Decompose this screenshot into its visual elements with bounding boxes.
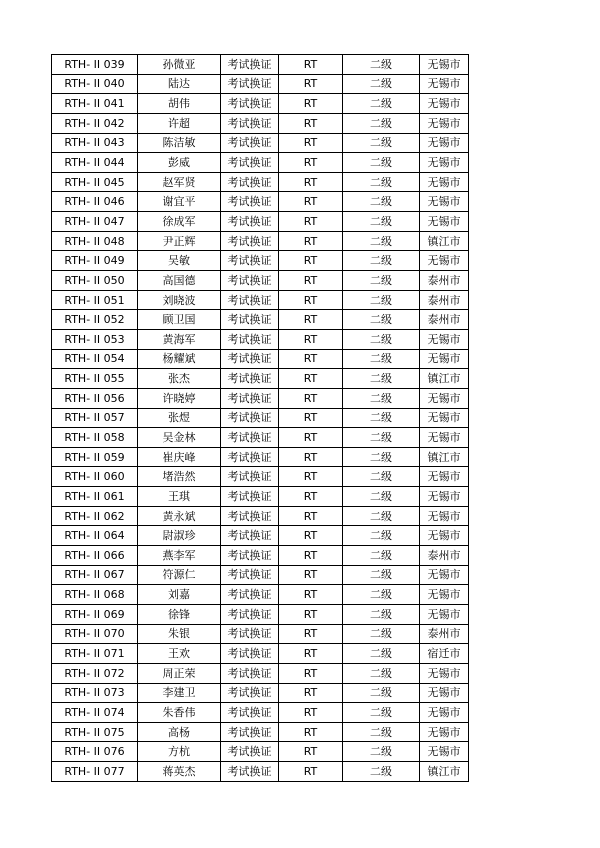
city-cell: 无锡市 xyxy=(420,94,469,114)
city-cell: 无锡市 xyxy=(420,683,469,703)
table-row xyxy=(52,604,469,624)
table-row xyxy=(52,271,469,291)
name-cell: 孙微亚 xyxy=(138,55,221,75)
cert-id-cell: RTH- II 076 xyxy=(52,742,138,762)
city-cell: 无锡市 xyxy=(420,153,469,173)
cert-id-cell: RTH- II 075 xyxy=(52,722,138,742)
level-cell: 二级 xyxy=(343,703,420,723)
city-cell: 无锡市 xyxy=(420,192,469,212)
city-cell: 无锡市 xyxy=(420,74,469,94)
method-cell: RT xyxy=(279,153,343,173)
name-cell: 朱银 xyxy=(138,624,221,644)
cert-id-cell: RTH- II 072 xyxy=(52,663,138,683)
method-cell: RT xyxy=(279,762,343,782)
table-row xyxy=(52,133,469,153)
level-cell: 二级 xyxy=(343,212,420,232)
table-row xyxy=(52,585,469,605)
cert-id-cell: RTH- II 061 xyxy=(52,487,138,507)
table-row xyxy=(52,113,469,133)
name-cell: 陆达 xyxy=(138,74,221,94)
method-cell: RT xyxy=(279,172,343,192)
exam-type-cell: 考试换证 xyxy=(221,546,279,566)
level-cell: 二级 xyxy=(343,251,420,271)
city-cell: 无锡市 xyxy=(420,172,469,192)
cert-id-cell: RTH- II 049 xyxy=(52,251,138,271)
method-cell: RT xyxy=(279,113,343,133)
cert-id-cell: RTH- II 045 xyxy=(52,172,138,192)
cert-id-cell: RTH- II 073 xyxy=(52,683,138,703)
level-cell: 二级 xyxy=(343,271,420,291)
method-cell: RT xyxy=(279,290,343,310)
method-cell: RT xyxy=(279,526,343,546)
city-cell: 无锡市 xyxy=(420,133,469,153)
city-cell: 无锡市 xyxy=(420,113,469,133)
level-cell: 二级 xyxy=(343,388,420,408)
table-row xyxy=(52,447,469,467)
level-cell: 二级 xyxy=(343,290,420,310)
name-cell: 许超 xyxy=(138,113,221,133)
exam-type-cell: 考试换证 xyxy=(221,310,279,330)
level-cell: 二级 xyxy=(343,526,420,546)
method-cell: RT xyxy=(279,231,343,251)
city-cell: 无锡市 xyxy=(420,251,469,271)
city-cell: 泰州市 xyxy=(420,624,469,644)
cert-id-cell: RTH- II 069 xyxy=(52,604,138,624)
exam-type-cell: 考试换证 xyxy=(221,153,279,173)
cert-id-cell: RTH- II 067 xyxy=(52,565,138,585)
name-cell: 周正荣 xyxy=(138,663,221,683)
city-cell: 宿迁市 xyxy=(420,644,469,664)
exam-type-cell: 考试换证 xyxy=(221,74,279,94)
exam-type-cell: 考试换证 xyxy=(221,604,279,624)
table-row xyxy=(52,329,469,349)
level-cell: 二级 xyxy=(343,624,420,644)
method-cell: RT xyxy=(279,663,343,683)
cert-id-cell: RTH- II 048 xyxy=(52,231,138,251)
level-cell: 二级 xyxy=(343,329,420,349)
name-cell: 高杨 xyxy=(138,722,221,742)
cert-id-cell: RTH- II 051 xyxy=(52,290,138,310)
cert-id-cell: RTH- II 066 xyxy=(52,546,138,566)
name-cell: 尉淑珍 xyxy=(138,526,221,546)
exam-type-cell: 考试换证 xyxy=(221,388,279,408)
exam-type-cell: 考试换证 xyxy=(221,94,279,114)
exam-type-cell: 考试换证 xyxy=(221,251,279,271)
table-row xyxy=(52,683,469,703)
name-cell: 许晓婷 xyxy=(138,388,221,408)
exam-type-cell: 考试换证 xyxy=(221,113,279,133)
cert-id-cell: RTH- II 068 xyxy=(52,585,138,605)
exam-type-cell: 考试换证 xyxy=(221,644,279,664)
method-cell: RT xyxy=(279,349,343,369)
name-cell: 方杭 xyxy=(138,742,221,762)
exam-type-cell: 考试换证 xyxy=(221,506,279,526)
table-row xyxy=(52,251,469,271)
table-row xyxy=(52,487,469,507)
city-cell: 无锡市 xyxy=(420,428,469,448)
city-cell: 无锡市 xyxy=(420,722,469,742)
exam-type-cell: 考试换证 xyxy=(221,428,279,448)
name-cell: 朱香伟 xyxy=(138,703,221,723)
exam-type-cell: 考试换证 xyxy=(221,172,279,192)
name-cell: 杨耀斌 xyxy=(138,349,221,369)
table-row xyxy=(52,212,469,232)
exam-type-cell: 考试换证 xyxy=(221,742,279,762)
city-cell: 无锡市 xyxy=(420,349,469,369)
exam-type-cell: 考试换证 xyxy=(221,290,279,310)
method-cell: RT xyxy=(279,192,343,212)
exam-type-cell: 考试换证 xyxy=(221,683,279,703)
cert-id-cell: RTH- II 064 xyxy=(52,526,138,546)
exam-type-cell: 考试换证 xyxy=(221,369,279,389)
city-cell: 镇江市 xyxy=(420,762,469,782)
name-cell: 徐锋 xyxy=(138,604,221,624)
level-cell: 二级 xyxy=(343,487,420,507)
method-cell: RT xyxy=(279,703,343,723)
table-row xyxy=(52,349,469,369)
method-cell: RT xyxy=(279,604,343,624)
name-cell: 张煜 xyxy=(138,408,221,428)
name-cell: 赵军贤 xyxy=(138,172,221,192)
table-row xyxy=(52,644,469,664)
name-cell: 吴金林 xyxy=(138,428,221,448)
level-cell: 二级 xyxy=(343,349,420,369)
name-cell: 蒋英杰 xyxy=(138,762,221,782)
level-cell: 二级 xyxy=(343,683,420,703)
level-cell: 二级 xyxy=(343,663,420,683)
exam-type-cell: 考试换证 xyxy=(221,585,279,605)
exam-type-cell: 考试换证 xyxy=(221,192,279,212)
name-cell: 符源仁 xyxy=(138,565,221,585)
method-cell: RT xyxy=(279,212,343,232)
level-cell: 二级 xyxy=(343,231,420,251)
city-cell: 泰州市 xyxy=(420,290,469,310)
exam-type-cell: 考试换证 xyxy=(221,133,279,153)
city-cell: 镇江市 xyxy=(420,231,469,251)
name-cell: 燕李军 xyxy=(138,546,221,566)
cert-id-cell: RTH- II 046 xyxy=(52,192,138,212)
cert-id-cell: RTH- II 050 xyxy=(52,271,138,291)
city-cell: 泰州市 xyxy=(420,310,469,330)
table-row xyxy=(52,526,469,546)
level-cell: 二级 xyxy=(343,742,420,762)
level-cell: 二级 xyxy=(343,722,420,742)
level-cell: 二级 xyxy=(343,467,420,487)
table-row xyxy=(52,369,469,389)
cert-id-cell: RTH- II 059 xyxy=(52,447,138,467)
city-cell: 无锡市 xyxy=(420,703,469,723)
exam-type-cell: 考试换证 xyxy=(221,231,279,251)
name-cell: 谢宜平 xyxy=(138,192,221,212)
method-cell: RT xyxy=(279,447,343,467)
level-cell: 二级 xyxy=(343,585,420,605)
level-cell: 二级 xyxy=(343,192,420,212)
level-cell: 二级 xyxy=(343,604,420,624)
method-cell: RT xyxy=(279,94,343,114)
table-row xyxy=(52,231,469,251)
cert-id-cell: RTH- II 077 xyxy=(52,762,138,782)
name-cell: 崔庆峰 xyxy=(138,447,221,467)
city-cell: 无锡市 xyxy=(420,742,469,762)
table-row xyxy=(52,546,469,566)
exam-type-cell: 考试换证 xyxy=(221,55,279,75)
cert-id-cell: RTH- II 044 xyxy=(52,153,138,173)
table-row xyxy=(52,74,469,94)
table-row xyxy=(52,408,469,428)
name-cell: 胡伟 xyxy=(138,94,221,114)
name-cell: 尹正辉 xyxy=(138,231,221,251)
level-cell: 二级 xyxy=(343,74,420,94)
cert-id-cell: RTH- II 043 xyxy=(52,133,138,153)
name-cell: 吴敏 xyxy=(138,251,221,271)
city-cell: 无锡市 xyxy=(420,55,469,75)
method-cell: RT xyxy=(279,133,343,153)
cert-id-cell: RTH- II 071 xyxy=(52,644,138,664)
table-row xyxy=(52,742,469,762)
table-row xyxy=(52,624,469,644)
name-cell: 刘嘉 xyxy=(138,585,221,605)
method-cell: RT xyxy=(279,683,343,703)
level-cell: 二级 xyxy=(343,369,420,389)
method-cell: RT xyxy=(279,55,343,75)
name-cell: 李建卫 xyxy=(138,683,221,703)
method-cell: RT xyxy=(279,722,343,742)
level-cell: 二级 xyxy=(343,153,420,173)
exam-type-cell: 考试换证 xyxy=(221,408,279,428)
name-cell: 陈洁敏 xyxy=(138,133,221,153)
level-cell: 二级 xyxy=(343,506,420,526)
certificate-table xyxy=(51,54,469,782)
cert-id-cell: RTH- II 056 xyxy=(52,388,138,408)
name-cell: 黄永斌 xyxy=(138,506,221,526)
level-cell: 二级 xyxy=(343,428,420,448)
method-cell: RT xyxy=(279,644,343,664)
name-cell: 堵浩然 xyxy=(138,467,221,487)
method-cell: RT xyxy=(279,271,343,291)
table-row xyxy=(52,467,469,487)
table-row xyxy=(52,428,469,448)
exam-type-cell: 考试换证 xyxy=(221,212,279,232)
city-cell: 无锡市 xyxy=(420,329,469,349)
table-body xyxy=(52,55,469,782)
city-cell: 无锡市 xyxy=(420,565,469,585)
cert-id-cell: RTH- II 047 xyxy=(52,212,138,232)
method-cell: RT xyxy=(279,546,343,566)
method-cell: RT xyxy=(279,506,343,526)
table-row xyxy=(52,565,469,585)
cert-id-cell: RTH- II 060 xyxy=(52,467,138,487)
name-cell: 高国德 xyxy=(138,271,221,291)
city-cell: 无锡市 xyxy=(420,212,469,232)
method-cell: RT xyxy=(279,585,343,605)
method-cell: RT xyxy=(279,408,343,428)
level-cell: 二级 xyxy=(343,55,420,75)
method-cell: RT xyxy=(279,388,343,408)
exam-type-cell: 考试换证 xyxy=(221,447,279,467)
city-cell: 无锡市 xyxy=(420,388,469,408)
method-cell: RT xyxy=(279,74,343,94)
city-cell: 镇江市 xyxy=(420,369,469,389)
exam-type-cell: 考试换证 xyxy=(221,722,279,742)
city-cell: 无锡市 xyxy=(420,408,469,428)
cert-id-cell: RTH- II 062 xyxy=(52,506,138,526)
level-cell: 二级 xyxy=(343,408,420,428)
city-cell: 无锡市 xyxy=(420,487,469,507)
method-cell: RT xyxy=(279,428,343,448)
cert-id-cell: RTH- II 054 xyxy=(52,349,138,369)
city-cell: 无锡市 xyxy=(420,506,469,526)
level-cell: 二级 xyxy=(343,546,420,566)
method-cell: RT xyxy=(279,742,343,762)
method-cell: RT xyxy=(279,310,343,330)
exam-type-cell: 考试换证 xyxy=(221,663,279,683)
name-cell: 王欢 xyxy=(138,644,221,664)
exam-type-cell: 考试换证 xyxy=(221,467,279,487)
name-cell: 彭威 xyxy=(138,153,221,173)
table-row xyxy=(52,55,469,75)
exam-type-cell: 考试换证 xyxy=(221,526,279,546)
cert-id-cell: RTH- II 058 xyxy=(52,428,138,448)
city-cell: 无锡市 xyxy=(420,585,469,605)
name-cell: 黄海军 xyxy=(138,329,221,349)
level-cell: 二级 xyxy=(343,94,420,114)
table-row xyxy=(52,703,469,723)
exam-type-cell: 考试换证 xyxy=(221,624,279,644)
method-cell: RT xyxy=(279,487,343,507)
level-cell: 二级 xyxy=(343,133,420,153)
cert-id-cell: RTH- II 039 xyxy=(52,55,138,75)
city-cell: 无锡市 xyxy=(420,663,469,683)
level-cell: 二级 xyxy=(343,172,420,192)
city-cell: 无锡市 xyxy=(420,467,469,487)
exam-type-cell: 考试换证 xyxy=(221,762,279,782)
city-cell: 无锡市 xyxy=(420,604,469,624)
name-cell: 刘晓波 xyxy=(138,290,221,310)
city-cell: 无锡市 xyxy=(420,526,469,546)
exam-type-cell: 考试换证 xyxy=(221,271,279,291)
cert-id-cell: RTH- II 042 xyxy=(52,113,138,133)
exam-type-cell: 考试换证 xyxy=(221,487,279,507)
method-cell: RT xyxy=(279,329,343,349)
table-row xyxy=(52,310,469,330)
city-cell: 镇江市 xyxy=(420,447,469,467)
level-cell: 二级 xyxy=(343,762,420,782)
level-cell: 二级 xyxy=(343,310,420,330)
cert-id-cell: RTH- II 055 xyxy=(52,369,138,389)
table-row xyxy=(52,153,469,173)
table-row xyxy=(52,762,469,782)
name-cell: 徐成军 xyxy=(138,212,221,232)
city-cell: 泰州市 xyxy=(420,546,469,566)
level-cell: 二级 xyxy=(343,644,420,664)
method-cell: RT xyxy=(279,467,343,487)
name-cell: 张杰 xyxy=(138,369,221,389)
name-cell: 顾卫国 xyxy=(138,310,221,330)
table-row xyxy=(52,506,469,526)
method-cell: RT xyxy=(279,251,343,271)
level-cell: 二级 xyxy=(343,113,420,133)
exam-type-cell: 考试换证 xyxy=(221,703,279,723)
table-row xyxy=(52,722,469,742)
table-row xyxy=(52,663,469,683)
table-row xyxy=(52,192,469,212)
name-cell: 王琪 xyxy=(138,487,221,507)
exam-type-cell: 考试换证 xyxy=(221,329,279,349)
level-cell: 二级 xyxy=(343,447,420,467)
method-cell: RT xyxy=(279,624,343,644)
cert-id-cell: RTH- II 057 xyxy=(52,408,138,428)
method-cell: RT xyxy=(279,565,343,585)
cert-id-cell: RTH- II 041 xyxy=(52,94,138,114)
table-row xyxy=(52,388,469,408)
exam-type-cell: 考试换证 xyxy=(221,565,279,585)
table-row xyxy=(52,94,469,114)
table-row xyxy=(52,290,469,310)
level-cell: 二级 xyxy=(343,565,420,585)
cert-id-cell: RTH- II 070 xyxy=(52,624,138,644)
cert-id-cell: RTH- II 074 xyxy=(52,703,138,723)
cert-id-cell: RTH- II 053 xyxy=(52,329,138,349)
cert-id-cell: RTH- II 052 xyxy=(52,310,138,330)
exam-type-cell: 考试换证 xyxy=(221,349,279,369)
city-cell: 泰州市 xyxy=(420,271,469,291)
method-cell: RT xyxy=(279,369,343,389)
table-row xyxy=(52,172,469,192)
cert-id-cell: RTH- II 040 xyxy=(52,74,138,94)
